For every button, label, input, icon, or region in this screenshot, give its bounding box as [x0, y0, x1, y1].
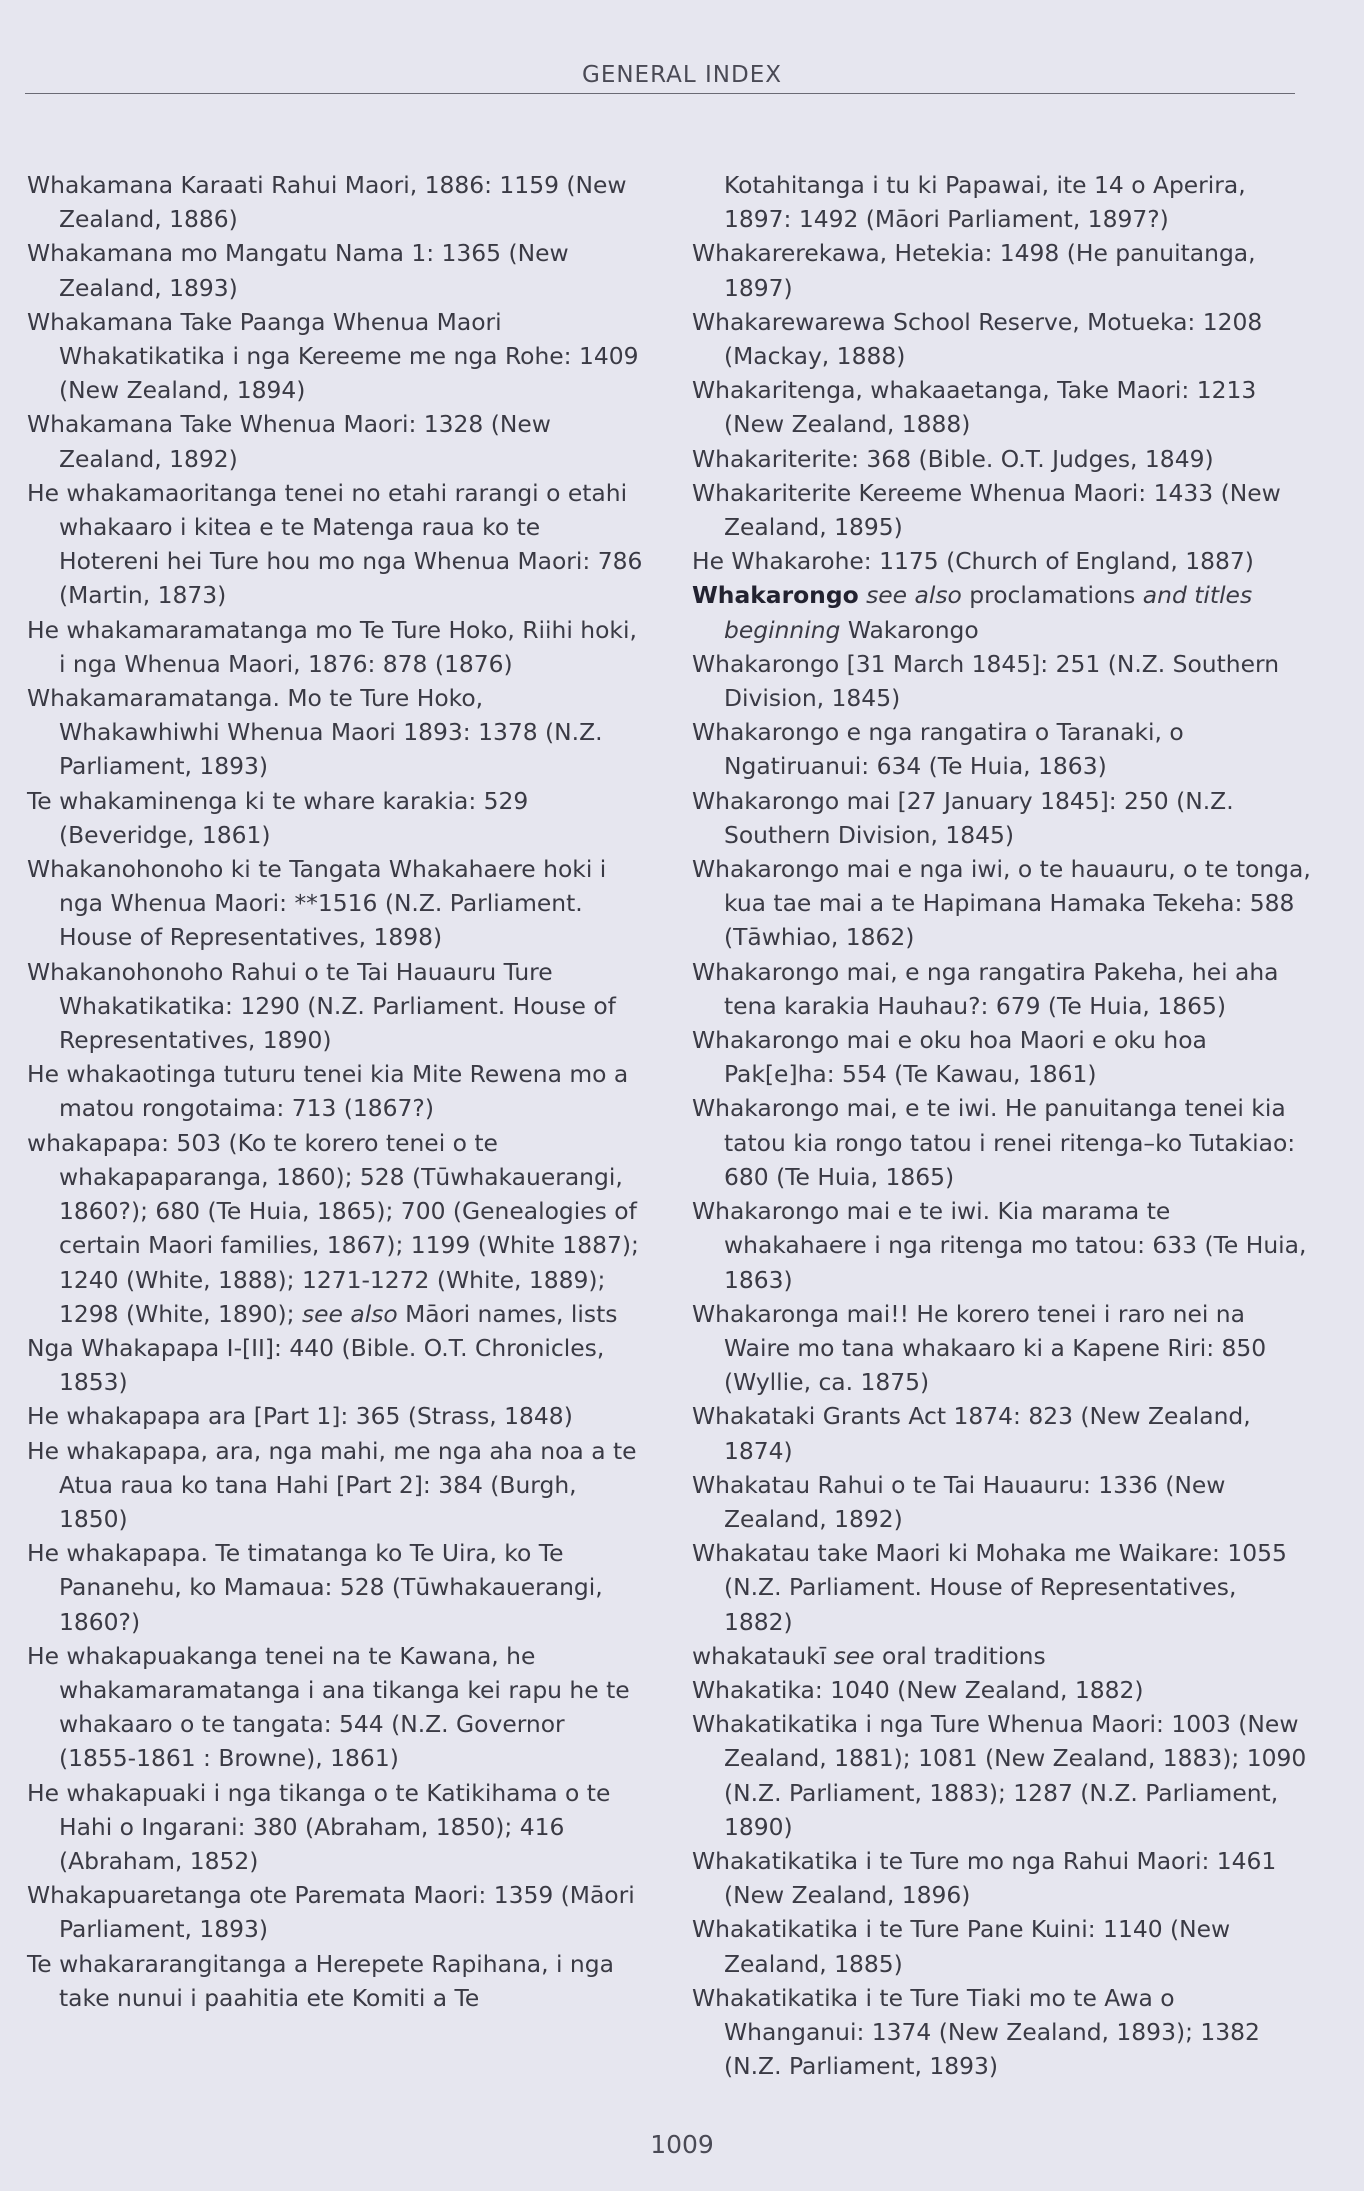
index-entry: Whakanohonoho Rahui o te Tai Hauauru Ture Whakatikatika: 1290 (N.Z. Parliament. House of Representatives, 1890): [27, 957, 616, 1055]
index-entry: Whakatikatika i nga Ture Whenua Maori: 1003 (New Zealand, 1881); 1081 (New Zealand, 1883); 1090 (N.Z. Parliament, 1883); 1287 (N.Z. Parliament, 1890): [692, 1710, 1307, 1841]
index-entry: He whakamaramatanga mo Te Ture Hoko, Riihi hoki, i nga Whenua Maori, 1876: 878 (1876): [27, 615, 637, 678]
index-entry: Whakarongo mai, e nga rangatira Pakeha, hei aha tena karakia Hauhau?: 679 (Te Huia, 1865): [692, 957, 1279, 1020]
heading-term: Whakarongo: [692, 581, 859, 610]
index-entry: Whakaronga mai!! He korero tenei i raro nei na Waire mo tana whakaaro ki a Kapene Riri: 850 (Wyllie, ca. 1875): [692, 1299, 1267, 1397]
index-entry: Nga Whakapapa I-[II]: 440 (Bible. O.T. Chronicles, 1853): [27, 1333, 605, 1397]
cross-reference: Māori names, lists: [405, 1299, 618, 1328]
index-entry: Whakamana Take Whenua Maori: 1328 (New Zealand, 1892): [27, 410, 551, 473]
index-entry: Whakanohonoho ki te Tangata Whakahaere hoki i nga Whenua Maori: **1516 (N.Z. Parliament. House of Representatives, 1898): [27, 855, 607, 952]
see-label: see: [833, 1641, 875, 1670]
cross-reference: Wakarongo: [847, 615, 979, 644]
see-also-label: see also: [866, 581, 962, 610]
page-number: 1009: [650, 2130, 714, 2159]
index-entry-whakatauki: [692, 1639, 1312, 1673]
index-entry: Whakariterite: 368 (Bible. O.T. Judges, 1849): [692, 444, 1214, 473]
see-also-label: see also: [301, 1299, 398, 1328]
index-entry: Te whakararangitanga a Herepete Rapihana, i nga take nunui i paahitia ete Komiti a Te: [27, 1949, 614, 2012]
header-rule: [25, 93, 1295, 94]
index-entry: Whakariterite Kereeme Whenua Maori: 1433 (New Zealand, 1895): [692, 478, 1281, 542]
index-entry-continued: Kotahitanga i tu ki Papawai, ite 14 o Aperira, 1897: 1492 (Māori Parliament, 1897?): [724, 171, 1246, 234]
index-entry: He whakapapa. Te timatanga ko Te Uira, ko Te Pananehu, ko Mamaua: 528 (Tūwhakauerangi, 1860?): [27, 1539, 603, 1636]
index-entry: Whakarongo mai e te iwi. Kia marama te whakahaere i nga ritenga mo tatou: 633 (Te Huia, 1863): [692, 1197, 1307, 1294]
titles-beginning-label: and titles beginning: [724, 581, 1253, 644]
index-entry: Whakatau Rahui o te Tai Hauauru: 1336 (New Zealand, 1892): [692, 1470, 1226, 1533]
index-entry: Whakarewarewa School Reserve, Motueka: 1208 (Mackay, 1888): [692, 307, 1263, 371]
index-entry: Whakatau take Maori ki Mohaka me Waikare: 1055 (N.Z. Parliament. House of Representatives, 1882): [692, 1539, 1287, 1636]
index-entry: Whakamana Take Paanga Whenua Maori Whakatikatika i nga Kereeme me nga Rohe: 1409 (New Zealand, 1894): [27, 307, 639, 405]
index-entry: Whakarongo [31 March 1845]: 251 (N.Z. Southern Division, 1845): [692, 649, 1280, 713]
index-entry: Whakarongo e nga rangatira o Taranaki, o Ngatiruanui: 634 (Te Huia, 1863): [692, 718, 1184, 781]
index-entry: Whakarongo mai e nga iwi, o te hauauru, o te tonga, kua tae mai a te Hapimana Hamaka Tekeha: 588 (Tāwhiao, 1862): [692, 855, 1311, 952]
cross-reference: oral traditions: [881, 1641, 1046, 1670]
index-entry: Whakapuaretanga ote Paremata Maori: 1359 (Māori Parliament, 1893): [27, 1881, 635, 1944]
index-entry: He whakapuaki i nga tikanga o te Katikihama o te Hahi o Ingarani: 380 (Abraham, 1850); 416 (Abraham, 1852): [27, 1778, 611, 1875]
index-entry: Whakarongo mai [27 January 1845]: 250 (N.Z. Southern Division, 1845): [692, 786, 1234, 849]
index-entry: He whakaotinga tuturu tenei kia Mite Rewena mo a matou rongotaima: 713 (1867?): [27, 1060, 629, 1123]
index-entry: Whakarerekawa, Hetekia: 1498 (He panuitanga, 1897): [692, 239, 1256, 302]
entry-text: whakapapa: 503 (Ko te korero tenei o te whakapaparanga, 1860); 528 (Tūwhakauerangi, 1860?); 680 (Te Huia, 1865); 700 (Genealogies of certain Maori families, 1867); 1199 (White 1887); 1240 (White, 1888); 1271-1272 (White, 1889); 1298 (White, 1890);: [27, 1128, 639, 1328]
cross-reference: proclamations: [969, 581, 1136, 610]
running-header: GENERAL INDEX: [582, 62, 782, 88]
index-entry-whakapapa: [27, 1126, 647, 1331]
index-entry: Whakatikatika i te Ture mo nga Rahui Maori: 1461 (New Zealand, 1896): [692, 1846, 1277, 1910]
index-entry: Whakarongo mai e oku hoa Maori e oku hoa Pak[e]ha: 554 (Te Kawau, 1861): [692, 1026, 1207, 1089]
index-entry: He whakapapa ara [Part 1]: 365 (Strass, 1848): [27, 1402, 573, 1431]
index-entry: Te whakaminenga ki te whare karakia: 529 (Beveridge, 1861): [27, 786, 529, 849]
index-entry: Whakaritenga, whakaaetanga, Take Maori: 1213 (New Zealand, 1888): [692, 376, 1257, 439]
index-entry: He whakapapa, ara, nga mahi, me nga aha noa a te Atua raua ko tana Hahi [Part 2]: 384 (Burgh, 1850): [27, 1436, 637, 1533]
index-entry: He whakapuakanga tenei na te Kawana, he whakamaramatanga i ana tikanga kei rapu he te whakaaro o te tangata: 544 (N.Z. Governor (1855-1861 : Browne), 1861): [27, 1641, 630, 1773]
right-column: [692, 168, 1312, 2083]
index-entry: Whakarongo mai, e te iwi. He panuitanga tenei kia tatou kia rongo tatou i renei ritenga–ko Tutakiao: 680 (Te Huia, 1865): [692, 1094, 1296, 1191]
index-entry: Whakamana mo Mangatu Nama 1: 1365 (New Zealand, 1893): [27, 239, 569, 302]
index-entry: Whakamana Karaati Rahui Maori, 1886: 1159 (New Zealand, 1886): [27, 171, 627, 234]
entry-text: whakataukī: [692, 1641, 827, 1670]
index-entry: Whakatikatika i te Ture Pane Kuini: 1140 (New Zealand, 1885): [692, 1915, 1231, 1978]
index-entry: Whakamaramatanga. Mo te Ture Hoko, Whakawhiwhi Whenua Maori 1893: 1378 (N.Z. Parliament, 1893): [27, 684, 603, 781]
index-heading-whakarongo: [692, 578, 1312, 646]
index-entry: He Whakarohe: 1175 (Church of England, 1887): [692, 547, 1254, 576]
index-entry: Whakatikatika i te Ture Tiaki mo te Awa o Whanganui: 1374 (New Zealand, 1893); 1382 (N.Z. Parliament, 1893): [692, 1983, 1260, 2081]
left-column: [27, 168, 647, 2015]
index-entry: Whakatika: 1040 (New Zealand, 1882): [692, 1675, 1144, 1704]
index-entry: Whakataki Grants Act 1874: 823 (New Zealand, 1874): [692, 1402, 1251, 1465]
index-entry: He whakamaoritanga tenei no etahi rarangi o etahi whakaaro i kitea e te Matenga raua ko te Hotereni hei Ture hou mo nga Whenua Maori: 786 (Martin, 1873): [27, 478, 643, 610]
